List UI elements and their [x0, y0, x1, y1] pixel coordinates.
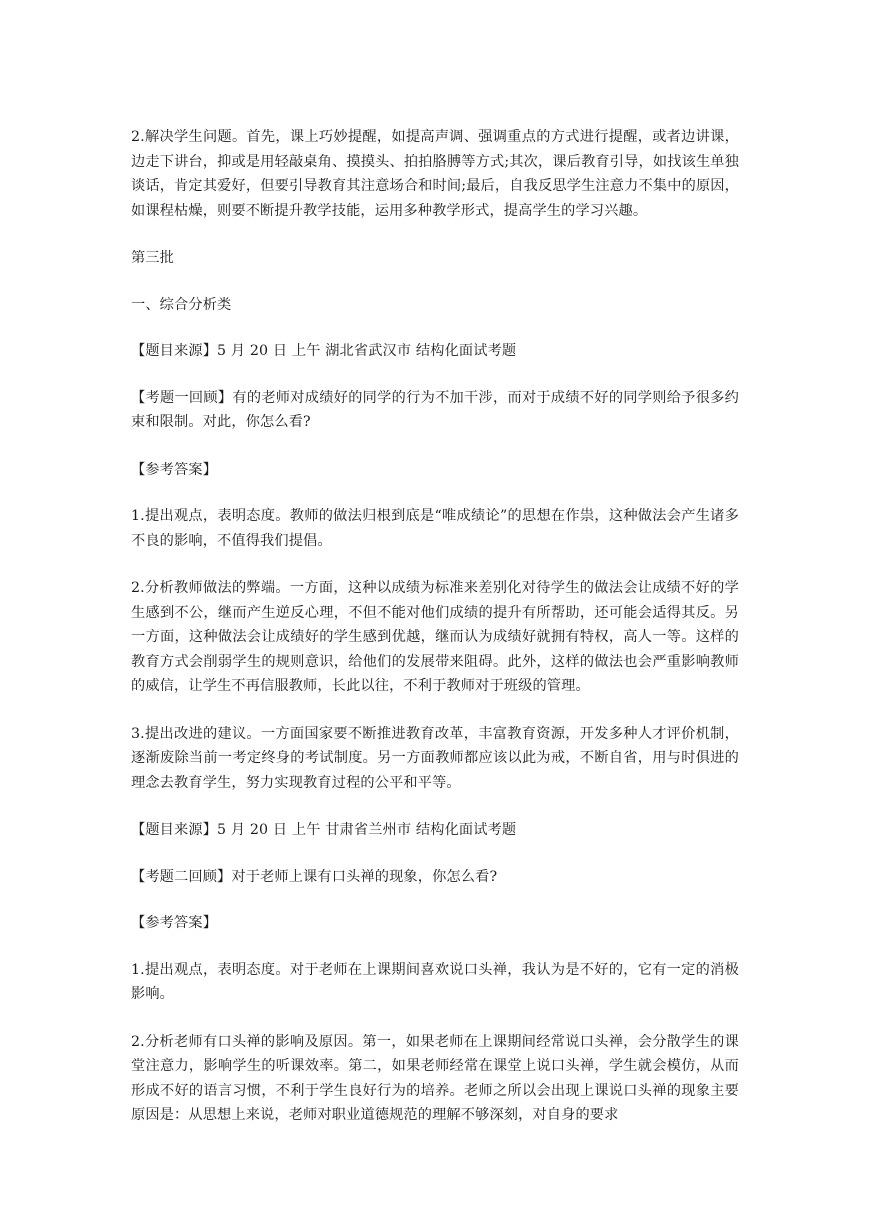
- question-1-review: 【考题一回顾】有的老师对成绩好的同学的行为不加干涉，而对于成绩不好的同学则给予很多约束和限制。对此，你怎么看?: [131, 389, 739, 430]
- paragraph-solve-student-problem: 2.解决学生问题。首先，课上巧妙提醒，如提高声调、强调重点的方式进行提醒，或者边讲课，边走下讲台，抑或是用轻敲桌角、摸摸头、拍拍胳膊等方式;其次，课后教育引导，如找该生单独谈话，肯定其爱好，但要引导教育其注意场合和时间;最后，自我反思学生注意力不集中的原因，如课程枯燥，则要不断提升教学技能，运用多种教学形式，提高学生的学习兴趣。: [131, 129, 739, 219]
- question-source-1: 【题目来源】5 月 20 日 上午 湖北省武汉市 结构化面试考题: [131, 343, 517, 359]
- answer-1-point-2: 2.分析教师做法的弊端。一方面，这种以成绩为标准来差别化对待学生的做法会让成绩不好的学生感到不公，继而产生逆反心理，不但不能对他们成绩的提升有所帮助，还可能会适得其反。另一方面，这种做法会让成绩好的学生感到优越，继而认为成绩好就拥有特权，高人一等。这样的教育方式会削弱学生的规则意识，给他们的发展带来阻碍。此外，这样的做法也会严重影响教师的威信，让学生不再信服教师，长此以往，不利于教师对于班级的管理。: [131, 580, 739, 694]
- question-2-review: 【考题二回顾】对于老师上课有口头禅的现象，你怎么看?: [131, 868, 498, 885]
- answer-2-point-2: 2.分析老师有口头禅的影响及原因。第一，如果老师在上课期间经常说口头禅，会分散学生的课堂注意力，影响学生的听课效率。第二，如果老师经常在课堂上说口头禅，学生就会模仿，从而形成不好的语言习惯，不利于学生良好行为的培养。老师之所以会出现上课说口头禅的现象主要原因是：从思想上来说，老师对职业道德规范的理解不够深刻，对自身的要求: [131, 1033, 739, 1123]
- section-heading-batch-three: 第三批: [131, 250, 175, 266]
- category-heading-comprehensive-analysis: 一、综合分析类: [131, 296, 232, 313]
- answer-2-point-1: 1.提出观点，表明态度。对于老师在上课期间喜欢说口头禅，我认为是不好的，它有一定的消极影响。: [131, 961, 739, 1002]
- question-source-2: 【题目来源】5 月 20 日 上午 甘肃省兰州市 结构化面试考题: [131, 822, 517, 838]
- answer-1-point-1: 1.提出观点，表明态度。教师的做法归根到底是“唯成绩论”的思想在作祟，这种做法会产生诸多不良的影响，不值得我们提倡。: [131, 508, 739, 549]
- reference-answer-heading-1: 【参考答案】: [131, 461, 218, 478]
- reference-answer-heading-2: 【参考答案】: [131, 915, 218, 931]
- answer-1-point-3: 3.提出改进的建议。一方面国家要不断推进教育改革，丰富教育资源，开发多种人才评价机制，逐渐废除当前一考定终身的考试制度。另一方面教师都应该以此为戒，不断自省，用与时俱进的理念去教育学生，努力实现教育过程的公平和平等。: [131, 725, 739, 791]
